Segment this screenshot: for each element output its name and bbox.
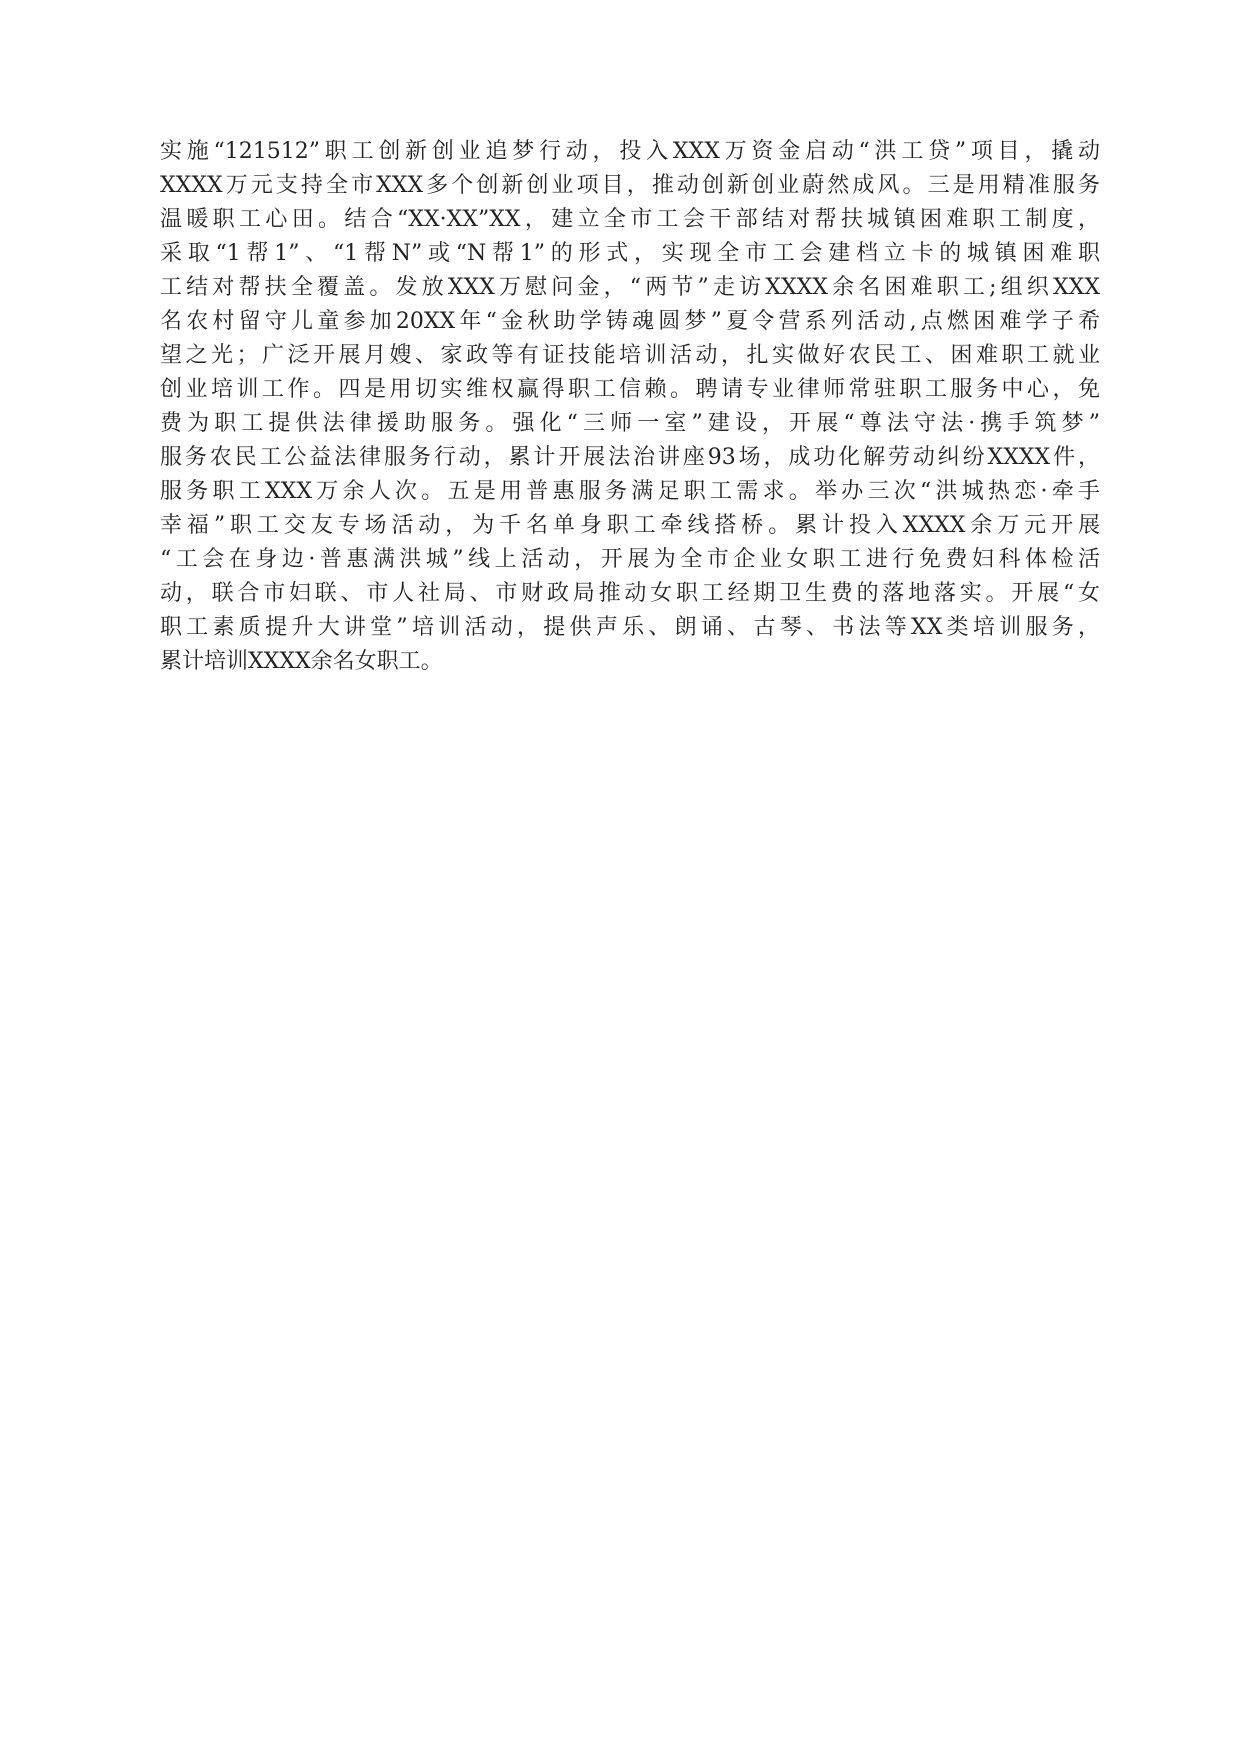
paragraph-line: 望之光；广泛开展月嫂、家政等有证技能培训活动，扎实做好农民工、困难职工就业 (160, 343, 1100, 368)
paragraph-line: 温暖职工心田。结合“XX·XX”XX，建立全市工会干部结对帮扶城镇困难职工制度， (160, 207, 1100, 232)
paragraph-line: 费为职工提供法律援助服务。强化“三师一室”建设，开展“尊法守法·携手筑梦” (160, 411, 1100, 436)
paragraph-line: 创业培训工作。四是用切实维权赢得职工信赖。聘请专业律师常驻职工服务中心，免 (160, 377, 1100, 402)
paragraph-line: 动，联合市妇联、市人社局、市财政局推动女职工经期卫生费的落地落实。开展“女 (160, 581, 1100, 606)
paragraph-line: 服务农民工公益法律服务行动，累计开展法治讲座93场，成功化解劳动纠纷XXXX件， (160, 445, 1100, 470)
paragraph-line: 工结对帮扶全覆盖。发放XXX万慰问金，“两节”走访XXXX余名困难职工;组织XXX (160, 275, 1100, 300)
paragraph-line: “工会在身边·普惠满洪城”线上活动，开展为全市企业女职工进行免费妇科体检活 (160, 547, 1100, 572)
paragraph-line: 服务职工XXX万余人次。五是用普惠服务满足职工需求。举办三次“洪城热恋·牵手 (160, 479, 1100, 504)
paragraph-line: 幸福”职工交友专场活动，为千名单身职工牵线搭桥。累计投入XXXX余万元开展 (160, 513, 1100, 538)
paragraph-line: 实施“121512”职工创新创业追梦行动，投入XXX万资金启动“洪工贷”项目，撬动 (160, 139, 1100, 164)
paragraph-line: 采取“1帮1”、“1帮N”或“N帮1”的形式，实现全市工会建档立卡的城镇困难职 (160, 241, 1100, 266)
body-paragraph (160, 135, 1100, 679)
paragraph-line: 名农村留守儿童参加20XX年“金秋助学铸魂圆梦”夏令营系列活动,点燃困难学子希 (160, 309, 1100, 334)
paragraph-line: 职工素质提升大讲堂”培训活动，提供声乐、朗诵、古琴、书法等XX类培训服务， (160, 615, 1100, 640)
paragraph-line: 累计培训XXXX余名女职工。 (160, 649, 443, 674)
paragraph-line: XXXX万元支持全市XXX多个创新创业项目，推动创新创业蔚然成风。三是用精准服务 (160, 173, 1100, 198)
